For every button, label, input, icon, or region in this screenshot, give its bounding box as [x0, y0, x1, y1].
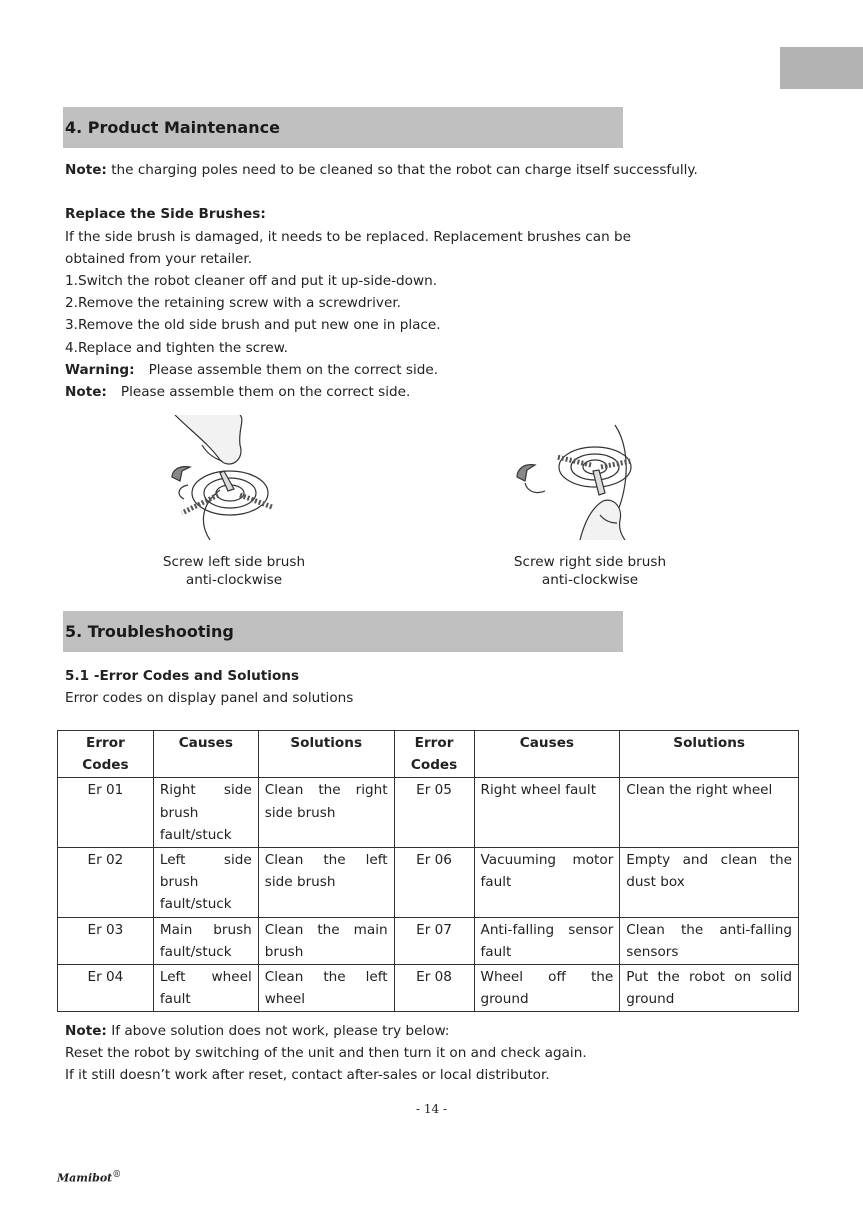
note2-line	[65, 381, 825, 403]
warning-text: Please assemble them on the correct side.	[148, 361, 439, 378]
right-caption-line-2: anti-clockwise	[541, 572, 639, 588]
replace-heading: Replace the Side Brushes:	[65, 206, 266, 223]
cause-cell: Main brush fault/stuck	[153, 917, 258, 964]
header-causes: Causes	[474, 731, 620, 778]
note-line-1	[65, 1020, 825, 1042]
page-tab-marker	[780, 47, 863, 89]
solution-cell: Put the robot on solid ground	[620, 965, 799, 1012]
cause-cell: Vacuuming motor fault	[474, 848, 620, 918]
charging-note	[65, 159, 825, 181]
error-code-cell: Er 03	[58, 917, 154, 964]
note-line-3: If it still doesn’t work after reset, contact after-sales or local distributor.	[65, 1067, 550, 1084]
step-2: 2.Remove the retaining screw with a screwdriver.	[65, 295, 401, 312]
solution-cell: Clean the anti-falling sensors	[620, 917, 799, 964]
table-row	[58, 778, 799, 848]
warning-label: Warning:	[65, 361, 135, 378]
right-figure-caption	[470, 553, 710, 589]
brand-logo	[57, 1170, 121, 1185]
note2-label: Note:	[65, 384, 107, 401]
note2-text: Please assemble them on the correct side.	[120, 384, 411, 401]
error-code-cell: Er 04	[58, 965, 154, 1012]
table-row	[58, 848, 799, 918]
cause-cell: Right side brush fault/stuck	[153, 778, 258, 848]
troubleshooting-intro	[65, 665, 825, 709]
intro-line-2: obtained from your retailer.	[65, 250, 253, 267]
note-line-2: Reset the robot by switching of the unit and then turn it on and check again.	[65, 1045, 587, 1062]
left-caption-line-2: anti-clockwise	[185, 572, 283, 588]
warning-line	[65, 359, 825, 381]
maintenance-text	[65, 159, 825, 403]
error-code-cell: Er 06	[394, 848, 474, 918]
solution-cell: Empty and clean the dust box	[620, 848, 799, 918]
solution-cell: Clean the right wheel	[620, 778, 799, 848]
left-caption-line-1: Screw left side brush	[162, 554, 306, 570]
step-3: 3.Remove the old side brush and put new one in place.	[65, 317, 441, 334]
cause-cell: Left wheel fault	[153, 965, 258, 1012]
left-brush-illustration	[160, 415, 290, 540]
error-codes-subtext: Error codes on display panel and solutions	[65, 690, 354, 707]
left-figure-caption	[114, 553, 354, 589]
right-brush-illustration	[505, 415, 640, 540]
section-heading-troubleshooting: 5. Troubleshooting	[63, 611, 623, 652]
cause-cell: Left side brush fault/stuck	[153, 848, 258, 918]
page-number: - 14 -	[415, 1102, 447, 1116]
note-label: Note:	[65, 162, 107, 178]
header-causes: Causes	[153, 731, 258, 778]
table-row	[58, 965, 799, 1012]
header-solutions: Solutions	[620, 731, 799, 778]
right-caption-line-1: Screw right side brush	[513, 554, 667, 570]
note-text: If above solution does not work, please try below:	[111, 1023, 450, 1039]
header-solutions: Solutions	[258, 731, 394, 778]
section-heading-maintenance: 4. Product Maintenance	[63, 107, 623, 148]
error-code-cell: Er 08	[394, 965, 474, 1012]
error-code-cell: Er 07	[394, 917, 474, 964]
solution-cell: Clean the left side brush	[258, 848, 394, 918]
error-code-cell: Er 01	[58, 778, 154, 848]
intro-line-1: If the side brush is damaged, it needs to be replaced. Replacement brushes can be	[65, 228, 631, 245]
brand-name: Mamibot	[57, 1171, 113, 1185]
cause-cell: Anti-falling sensor fault	[474, 917, 620, 964]
troubleshooting-note	[65, 1020, 825, 1087]
table-header-row	[58, 731, 799, 778]
solution-cell: Clean the right side brush	[258, 778, 394, 848]
error-codes-table	[57, 730, 799, 1012]
error-code-cell: Er 05	[394, 778, 474, 848]
cause-cell: Wheel off the ground	[474, 965, 620, 1012]
note-text: the charging poles need to be cleaned so that the robot can charge itself successfully.	[111, 162, 698, 178]
registered-mark: ®	[112, 1170, 122, 1180]
step-1: 1.Switch the robot cleaner off and put it up-side-down.	[65, 273, 438, 290]
step-4: 4.Replace and tighten the screw.	[65, 339, 288, 356]
cause-cell: Right wheel fault	[474, 778, 620, 848]
header-error-codes: Error Codes	[58, 731, 154, 778]
error-codes-subheading: 5.1 -Error Codes and Solutions	[65, 668, 300, 684]
error-code-cell: Er 02	[58, 848, 154, 918]
table-row	[58, 917, 799, 964]
header-error-codes: Error Codes	[394, 731, 474, 778]
note-label: Note:	[65, 1023, 107, 1039]
solution-cell: Clean the left wheel	[258, 965, 394, 1012]
solution-cell: Clean the main brush	[258, 917, 394, 964]
